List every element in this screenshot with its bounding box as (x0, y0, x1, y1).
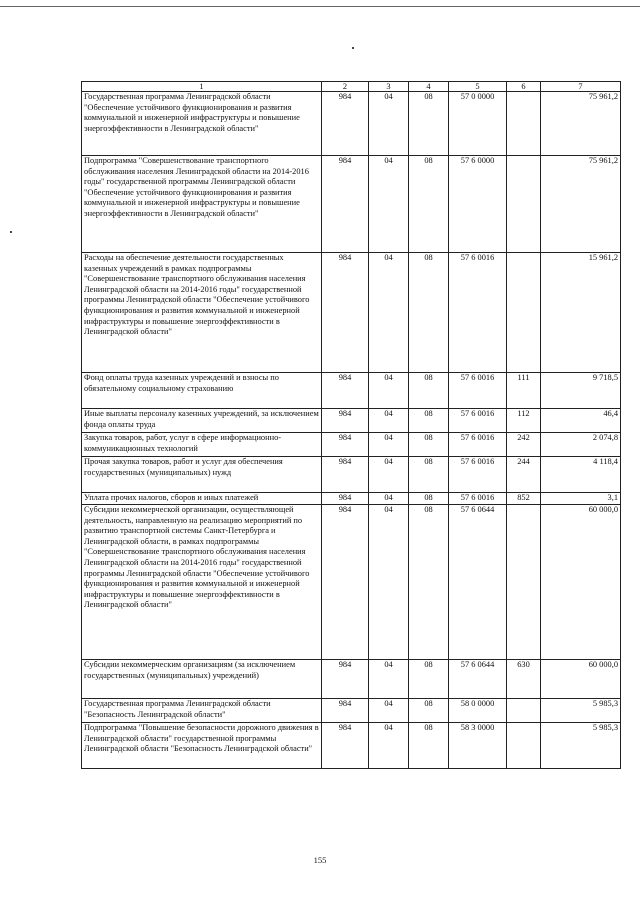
row-c4: 08 (409, 373, 449, 409)
row-c7: 46,4 (541, 409, 621, 433)
row-c4: 08 (409, 253, 449, 373)
row-c7: 4 118,4 (541, 457, 621, 493)
col-header-5: 5 (449, 82, 507, 92)
row-c5: 57 0 0000 (449, 92, 507, 156)
row-name: Подпрограмма "Повышение безопасности дорожного движения в Ленинградской области" государственной программы Ленинградской области "Безопасность Ленинградской области" (82, 723, 322, 769)
row-c7: 5 985,3 (541, 723, 621, 769)
scan-speck (352, 47, 354, 49)
row-c6 (507, 699, 541, 723)
scan-speck (10, 231, 12, 233)
row-name: Закупка товаров, работ, услуг в сфере информационно-коммуникационных технологий (82, 433, 322, 457)
table-row (82, 433, 621, 457)
row-c5: 58 0 0000 (449, 699, 507, 723)
row-c6: 111 (507, 373, 541, 409)
budget-table (81, 81, 621, 769)
row-c7: 60 000,0 (541, 660, 621, 699)
page-number: 155 (313, 855, 327, 865)
row-c2: 984 (322, 493, 369, 505)
row-c4: 08 (409, 457, 449, 493)
row-c2: 984 (322, 505, 369, 660)
row-c2: 984 (322, 457, 369, 493)
col-header-3: 3 (369, 82, 409, 92)
row-name: Субсидии некоммерческой организации, осуществляющей деятельность, направленную на реализацию мероприятий по развитию транспортной системы Санкт-Петербурга и Ленинградской области, в рамках подпрограммы "Совершенствование транспортного обслуживания населения Ленинградской области на 2014-2016 годы" государственной программы Ленинградской области "Обеспечение устойчивого функционирования и развития коммунальной и инженерной инфраструктуры и повышение энергоэффективности в Ленинградской области" (82, 505, 322, 660)
table-row (82, 493, 621, 505)
table-row (82, 253, 621, 373)
row-c3: 04 (369, 457, 409, 493)
row-c2: 984 (322, 156, 369, 253)
row-c2: 984 (322, 92, 369, 156)
row-c6: 112 (507, 409, 541, 433)
col-header-4: 4 (409, 82, 449, 92)
row-c3: 04 (369, 505, 409, 660)
col-header-7: 7 (541, 82, 621, 92)
row-c4: 08 (409, 660, 449, 699)
table-row (82, 92, 621, 156)
row-c5: 57 6 0016 (449, 457, 507, 493)
row-name: Государственная программа Ленинградской области "Безопасность Ленинградской области" (82, 699, 322, 723)
table-row (82, 409, 621, 433)
row-c7: 3,1 (541, 493, 621, 505)
col-header-2: 2 (322, 82, 369, 92)
row-c2: 984 (322, 409, 369, 433)
row-c5: 57 6 0000 (449, 156, 507, 253)
row-c4: 08 (409, 493, 449, 505)
row-name: Расходы на обеспечение деятельности государственных казенных учреждений в рамках подпрограммы "Совершенствование транспортного обслуживания населения Ленинградской области на 2014-2016 годы" государственной программы Ленинградской области "Обеспечение устойчивого функционирования и развития коммунальной и инженерной инфраструктуры и повышение энергоэффективности в Ленинградской области" (82, 253, 322, 373)
row-c3: 04 (369, 433, 409, 457)
scan-top-edge-line (0, 6, 640, 7)
table-row (82, 505, 621, 660)
row-c7: 5 985,3 (541, 699, 621, 723)
row-c5: 57 6 0016 (449, 493, 507, 505)
row-c3: 04 (369, 156, 409, 253)
row-c2: 984 (322, 699, 369, 723)
row-c4: 08 (409, 92, 449, 156)
row-c3: 04 (369, 723, 409, 769)
row-c6: 242 (507, 433, 541, 457)
row-c2: 984 (322, 253, 369, 373)
row-c2: 984 (322, 723, 369, 769)
row-c4: 08 (409, 505, 449, 660)
row-c6: 630 (507, 660, 541, 699)
row-c6 (507, 253, 541, 373)
row-c3: 04 (369, 699, 409, 723)
col-header-6: 6 (507, 82, 541, 92)
row-c5: 57 6 0016 (449, 253, 507, 373)
row-c4: 08 (409, 409, 449, 433)
row-c3: 04 (369, 373, 409, 409)
row-c7: 9 718,5 (541, 373, 621, 409)
row-c6: 244 (507, 457, 541, 493)
table-row (82, 156, 621, 253)
table-row (82, 699, 621, 723)
row-c6 (507, 505, 541, 660)
row-c6 (507, 723, 541, 769)
row-c5: 57 6 0016 (449, 433, 507, 457)
row-c7: 75 961,2 (541, 92, 621, 156)
row-c4: 08 (409, 433, 449, 457)
row-c5: 58 3 0000 (449, 723, 507, 769)
row-c4: 08 (409, 156, 449, 253)
row-c5: 57 6 0016 (449, 373, 507, 409)
table-row (82, 660, 621, 699)
row-c2: 984 (322, 433, 369, 457)
row-c7: 2 074,8 (541, 433, 621, 457)
row-c3: 04 (369, 92, 409, 156)
row-c5: 57 6 0644 (449, 660, 507, 699)
row-name: Фонд оплаты труда казенных учреждений и взносы по обязательному социальному страхованию (82, 373, 322, 409)
table-row (82, 373, 621, 409)
row-c6 (507, 156, 541, 253)
row-c6 (507, 92, 541, 156)
row-c5: 57 6 0644 (449, 505, 507, 660)
row-c2: 984 (322, 373, 369, 409)
row-c7: 15 961,2 (541, 253, 621, 373)
row-c7: 60 000,0 (541, 505, 621, 660)
table-row (82, 723, 621, 769)
row-c3: 04 (369, 660, 409, 699)
row-c4: 08 (409, 723, 449, 769)
row-name: Прочая закупка товаров, работ и услуг для обеспечения государственных (муниципальных) нужд (82, 457, 322, 493)
row-c7: 75 961,2 (541, 156, 621, 253)
row-c2: 984 (322, 660, 369, 699)
row-name: Государственная программа Ленинградской области "Обеспечение устойчивого функционирования и развития коммунальной и инженерной инфраструктуры и повышение энергоэффективности в Ленинградской области" (82, 92, 322, 156)
row-c3: 04 (369, 253, 409, 373)
row-c6: 852 (507, 493, 541, 505)
row-c5: 57 6 0016 (449, 409, 507, 433)
header-row (82, 82, 621, 92)
row-c4: 08 (409, 699, 449, 723)
row-name: Подпрограмма "Совершенствование транспортного обслуживания населения Ленинградской области на 2014-2016 годы" государственной программы Ленинградской области "Обеспечение устойчивого функционирования и развития коммунальной и инженерной инфраструктуры и повышение энергоэффективности в Ленинградской области" (82, 156, 322, 253)
row-c3: 04 (369, 409, 409, 433)
row-name: Уплата прочих налогов, сборов и иных платежей (82, 493, 322, 505)
row-name: Иные выплаты персоналу казенных учреждений, за исключением фонда оплаты труда (82, 409, 322, 433)
row-name: Субсидии некоммерческим организациям (за исключением государственных (муниципальных) учреждений) (82, 660, 322, 699)
table-row (82, 457, 621, 493)
col-header-1: 1 (82, 82, 322, 92)
row-c3: 04 (369, 493, 409, 505)
